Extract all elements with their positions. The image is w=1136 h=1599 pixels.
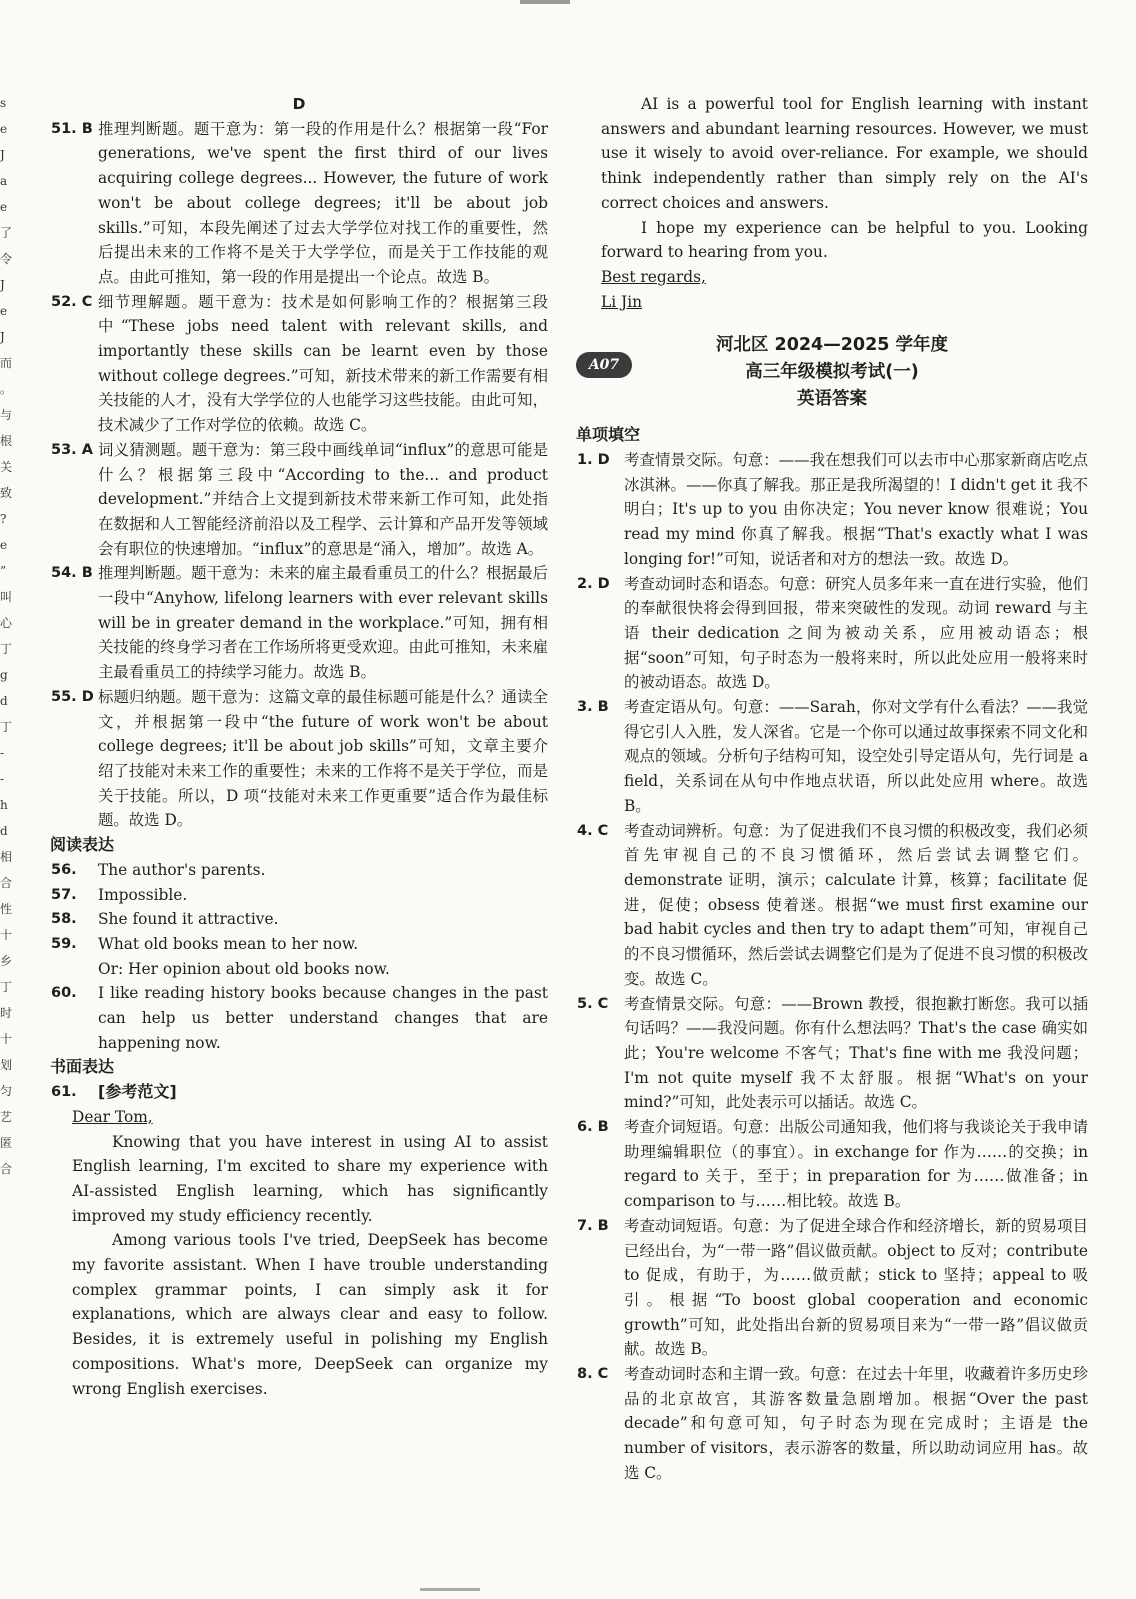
edge-glyph: 关 [0, 460, 13, 474]
answer-item [50, 932, 548, 957]
answer-item [50, 685, 548, 833]
question-number [50, 957, 98, 982]
question-number: 59. [51, 935, 77, 952]
question-number: 53. A [51, 441, 93, 458]
edge-glyph: e [0, 304, 8, 318]
answer-explanation: 考查动词时态和语态。句意：研究人员多年来一直在进行实验，他们的奉献很快将会得到回报，带来突破性的发现。动词 reward 与主语 their dedication 之间为被动关系，应用被动语态；根据“soon”可知，句子时态为一般将来时，所以此处应用一般将来时的被动语态。故选 D。 [624, 574, 1088, 692]
answer-item [576, 819, 1088, 992]
reading-expression-answers [50, 858, 548, 1056]
answer-item [576, 695, 1088, 819]
essay-paragraph-4: I hope my experience can be helpful to you. Looking forward to hearing from you. [601, 218, 1088, 262]
edge-glyph: s [0, 96, 7, 110]
edge-glyph: 合 [0, 876, 13, 890]
question-number: 54. B [51, 565, 93, 582]
answer-item [50, 981, 548, 1055]
writing-heading: 书面表达 [50, 1057, 115, 1077]
edge-glyph: e [0, 538, 8, 552]
answer-explanation: 考查动词短语。句意：为了促进全球合作和经济增长，新的贸易项目已经出台，为“一带一路”倡议做贡献。object to 反对；contribute to 促成，有助于，为……做贡献；stick to 坚持；appeal to 吸引。根据“To boost global cooperation and economic growth”可知，此处指出台新的贸易项目来为“一带一路”倡议做贡献。故选 B。 [624, 1216, 1088, 1359]
essay-salutation: Dear Tom, [72, 1107, 153, 1126]
scan-top-mark [520, 0, 570, 4]
question-number: 61. [51, 1084, 77, 1101]
edge-glyph: 十 [0, 928, 13, 942]
answer-explanation: 考查情景交际。句意：——Brown 教授，很抱歉打断您。我可以插句话吗？——我没问题。你有什么想法吗？That's the case 确实如此；You're welcome 不客气；That's fine with me 我没问题；I'm not quite myself 我不太舒服。根据“What's on your mind?”可知，此处表示可以插话。故选 C。 [624, 994, 1088, 1112]
answer-explanation: 考查动词时态和主谓一致。句意：在过去十年里，收藏着许多历史珍品的北京故宫，其游客数量急剧增加。根据“Over the past decade”和句意可知，句子时态为现在完成时；主语是 the number of visitors，表示游客的数量，所以助动词应用 has。故选 C。 [624, 1365, 1088, 1482]
edge-glyph: 丁 [0, 980, 13, 994]
edge-glyph: J [0, 330, 5, 344]
edge-glyph: 了 [0, 226, 13, 240]
edge-glyph: e [0, 200, 8, 214]
answer-explanation: 考查定语从句。句意：——Sarah，你对文学有什么看法？——我觉得它引人入胜，发人深省。它是一个你可以通过故事探索不同文化和观点的领域。分析句子结构可知，设空处引导定语从句，先行词是 a field，关系词在从句中作地点状语，所以此处应用 where。故选 B。 [624, 698, 1088, 815]
question-number: 8. C [577, 1366, 609, 1383]
edge-glyph: 。 [0, 382, 13, 396]
section-d-heading: D [292, 95, 306, 113]
left-column [50, 92, 548, 1401]
question-number: 4. C [577, 822, 609, 839]
question-number: 55. D [51, 688, 94, 705]
edge-glyph: 丁 [0, 720, 13, 734]
answer-item [576, 1115, 1088, 1214]
essay-paragraph-2: Among various tools I've tried, DeepSeek has become my favorite assistant. When I have trouble understanding complex grammar points, I can simply ask it for explanations, which are always clear and easy to follow. Besides, it is extremely useful in polishing my English compositions. What's more, DeepSeek can organize my wrong English exercises. [72, 1231, 548, 1398]
edge-glyph: 与 [0, 408, 13, 422]
question-number: 58. [51, 911, 77, 928]
answer-item [50, 858, 548, 883]
edge-glyph: ” [0, 564, 7, 578]
adjacent-page-edge [0, 90, 16, 1510]
edge-glyph: 匀 [0, 1084, 13, 1098]
edge-glyph: 丁 [0, 642, 13, 656]
edge-glyph: 叫 [0, 590, 13, 604]
answer-item [576, 1362, 1088, 1486]
edge-glyph: h [0, 798, 8, 812]
edge-glyph: 艺 [0, 1110, 13, 1124]
question-number: 5. C [577, 995, 609, 1012]
answer-item [50, 883, 548, 908]
exam-title-line-3: 英语答案 [797, 389, 867, 410]
question-number: 57. [51, 886, 77, 903]
answer-explanation: The author's parents. [98, 860, 266, 879]
essay-signature: Li Jin [601, 292, 643, 311]
answer-explanation: 推理判断题。题干意为：第一段的作用是什么？根据第一段“For generations, we've spent the first third of our lives acquiring college degrees... However, the future of work won't be about college degrees; it'll be about job skills.”可知，本段先阐述了过去大学学位对找工作的重要性，然后提出未来的工作将不是关于大学学位，而是关于工作技能的观点。由此可推知，第一段的作用是提出一个论点。故选 B。 [98, 119, 548, 286]
single-choice-answers [576, 448, 1088, 1486]
edge-glyph: - [0, 746, 5, 760]
answer-explanation: What old books mean to her now. [98, 934, 359, 953]
edge-glyph: e [0, 122, 8, 136]
edge-glyph: 令 [0, 252, 13, 266]
essay-paragraph-1: Knowing that you have interest in using AI to assist English learning, I'm excited to share my experience with AI-assisted English learning, which has significantly improved my study efficiency recently. [72, 1132, 548, 1225]
answer-item [50, 117, 548, 290]
answer-item [576, 572, 1088, 696]
edge-glyph: ? [0, 512, 7, 526]
answer-item [50, 290, 548, 438]
section-d-answers [50, 117, 548, 833]
reading-expression-heading: 阅读表达 [50, 835, 115, 855]
essay-closing: Best regards, [601, 267, 706, 286]
edge-glyph: 十 [0, 1032, 13, 1046]
page-code-badge: A07 [576, 352, 632, 378]
question-number: 2. D [577, 575, 610, 592]
exam-title-line-2: 高三年级模拟考试(一) [745, 362, 919, 383]
question-number: 7. B [577, 1217, 609, 1234]
edge-glyph: d [0, 694, 8, 708]
sample-essay-continued [576, 92, 1088, 314]
answer-explanation: 推理判断题。题干意为：未来的雇主最看重员工的什么？根据最后一段中“Anyhow, lifelong learners with ever relevant skills will be in greater demand in the workplace.”可知，拥有相关技能的终身学习者在工作场所将更受欢迎。由此可推知，未来雇主最看重员工的持续学习能力。故选 B。 [98, 564, 548, 682]
sample-essay-label: [参考范文] [98, 1082, 177, 1102]
edge-glyph: J [0, 278, 5, 292]
edge-glyph: 性 [0, 902, 13, 916]
edge-glyph: g [0, 668, 8, 682]
edge-glyph: - [0, 772, 5, 786]
answer-item [50, 561, 548, 685]
question-number: 3. B [577, 699, 609, 716]
exam-header [576, 332, 1088, 413]
edge-glyph: 乡 [0, 954, 13, 968]
edge-glyph: 心 [0, 616, 13, 630]
answer-item [50, 957, 548, 982]
answer-explanation: I like reading history books because changes in the past can help us better understand changes that are happening now. [98, 984, 548, 1052]
question-number: 60. [51, 985, 77, 1002]
single-choice-heading: 单项填空 [576, 425, 641, 445]
edge-glyph: d [0, 824, 8, 838]
question-number: 51. B [51, 120, 93, 137]
answer-explanation: 标题归纳题。题干意为：这篇文章的最佳标题可能是什么？通读全文，并根据第一段中“the future of work won't be about college degrees; it'll be about job skills”可知，文章主要介绍了技能对未来工作的重要性；未来的工作将不是关于学位，而是关于技能。所以，D 项“技能对未来工作更重要”适合作为最佳标题。故选 D。 [98, 687, 548, 830]
edge-glyph: 致 [0, 486, 13, 500]
essay-paragraph-3: AI is a powerful tool for English learning with instant answers and abundant learning resources. However, we must use it wisely to avoid over-reliance. For example, we should think independently rather than simply rely on the AI's correct choices and answers. [601, 95, 1088, 212]
edge-glyph: 匿 [0, 1136, 13, 1150]
edge-glyph: a [0, 174, 8, 188]
edge-glyph: J [0, 148, 5, 162]
answer-explanation: 细节理解题。题干意为：技术是如何影响工作的？根据第三段中“These jobs need talent with relevant skills, and importantly these skills can be learnt even by those without college degrees.”可知，新技术带来的新工作需要有相关技能的人才，没有大学学位的人也能学习这些技能。由此可知，技术减少了工作对学位的依赖。故选 C。 [98, 292, 548, 435]
answer-explanation: Impossible. [98, 885, 188, 904]
edge-glyph: 而 [0, 356, 13, 370]
answer-explanation: 考查情景交际。句意：——我在想我们可以去市中心那家新商店吃点冰淇淋。——你真了解我。那正是我所渴望的！I didn't get it 我不明白；It's up to you 由你决定；You never know 很难说；You read my mind 你真了解我。根据“That's exactly what I was longing for!”可知，说话者和对方的想法一致。故选 D。 [624, 451, 1088, 568]
scan-bottom-mark [420, 1588, 480, 1591]
edge-glyph: 划 [0, 1058, 13, 1072]
answer-explanation: 考查介词短语。句意：出版公司通知我，他们将与我谈论关于我申请助理编辑职位（的事宜）。in exchange for 作为……的交换；in regard to 关于，至于；in preparation for 为……做准备；in comparison to 与……相比较。故选 B。 [624, 1118, 1088, 1211]
answer-item [50, 438, 548, 562]
answer-explanation: 考查动词辨析。句意：为了促进我们不良习惯的积极改变，我们必须首先审视自己的不良习惯循环，然后尝试去调整它们。demonstrate 证明，演示；calculate 计算，核算；facilitate 促进，促使；obsess 使着迷。根据“we must first examine our bad habit cycles and then try to adapt them”可知，审视自己的不良习惯循环，然后尝试去调整它们是为了促进不良习惯的积极改变。故选 C。 [624, 821, 1088, 988]
exam-title-line-1: 河北区 2024—2025 学年度 [715, 335, 949, 356]
right-column [576, 92, 1088, 1486]
edge-glyph: 相 [0, 850, 13, 864]
answer-item [576, 448, 1088, 572]
sample-essay [50, 1105, 548, 1401]
question-number: 6. B [577, 1119, 609, 1136]
answer-explanation: She found it attractive. [98, 910, 279, 929]
answer-explanation: Or: Her opinion about old books now. [98, 959, 390, 978]
answer-item [50, 907, 548, 932]
answer-item [576, 1214, 1088, 1362]
question-number: 56. [51, 861, 77, 878]
answer-explanation: 词义猜测题。题干意为：第三段中画线单词“influx”的意思可能是什么？根据第三段中“According to the... and product development.”并结合上文提到新技术带来新工作可知，此处指在数据和人工智能经济前沿以及工程学、云计算和产品开发等领域会有职位的快速增加。“influx”的意思是“涌入，增加”。故选 A。 [98, 440, 548, 558]
answer-item [576, 992, 1088, 1116]
writing-item [50, 1080, 548, 1105]
edge-glyph: 根 [0, 434, 13, 448]
edge-glyph: 合 [0, 1162, 13, 1176]
question-number: 1. D [577, 452, 610, 469]
question-number: 52. C [51, 293, 93, 310]
edge-glyph: 时 [0, 1006, 13, 1020]
